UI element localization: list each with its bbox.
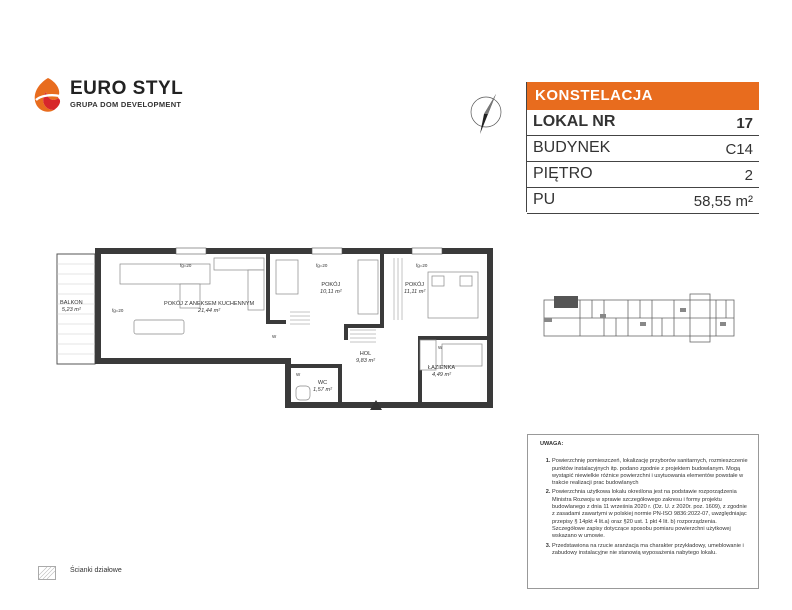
room-area: 11,11 m²	[404, 289, 426, 295]
brand-tagline: GRUPA DOM DEVELOPMENT	[70, 100, 182, 109]
notes-box	[527, 434, 759, 589]
brand-name: EURO STYL	[70, 78, 184, 99]
fg-marker: fg=20	[180, 263, 192, 268]
info-row-area	[527, 188, 759, 214]
notes-list	[540, 458, 750, 557]
room-wc	[313, 380, 332, 394]
room-area: 5,23 m²	[61, 307, 81, 313]
floor-key-plan	[540, 292, 750, 348]
fg-marker: fg=20	[316, 263, 328, 268]
unit-info-panel	[527, 82, 759, 214]
legend-label: Ścianki działowe	[70, 567, 122, 574]
info-label: PIĘTRO	[533, 165, 593, 182]
info-label: PU	[533, 191, 556, 208]
project-name: KONSTELACJA	[527, 82, 759, 110]
w-marker: W	[296, 372, 301, 377]
info-label: BUDYNEK	[533, 139, 611, 156]
unit-highlight	[554, 296, 578, 308]
room-name: POKÓJ Z ANEKSEM KUCHENNYM	[164, 301, 255, 307]
info-value: 2	[744, 167, 753, 184]
room-pokoj-1	[320, 282, 342, 296]
room-area: 1,57 m²	[313, 387, 332, 393]
info-row-building	[527, 136, 759, 162]
w-marker: W	[272, 334, 277, 339]
room-name: WC	[317, 380, 328, 386]
info-value: C14	[725, 141, 753, 158]
room-area: 21,44 m²	[198, 308, 221, 314]
flame-icon	[30, 76, 66, 116]
notes-title: UWAGA:	[540, 441, 564, 447]
fg-marker: fg=20	[112, 308, 124, 313]
note-item: 3. Przedstawiona na rzucie aranżacja ma charakter przykładowy, umeblowanie i zabudowy instalacyjne nie stanowią wyposażenia nabytego lokalu.	[552, 543, 750, 558]
info-value: 17	[736, 115, 753, 132]
fg-marker: fg=20	[416, 263, 428, 268]
room-name: HOL	[359, 351, 372, 357]
room-name: POKÓJ	[321, 282, 341, 288]
info-label: LOKAL NR	[533, 113, 616, 130]
room-name: POKÓJ	[405, 282, 425, 288]
floor-plan	[40, 240, 500, 415]
room-area: 9,83 m²	[356, 358, 375, 364]
note-item: 1. Powierzchnię pomieszczeń, lokalizację przyborów sanitarnych, rozmieszczenie punktów instalacyjnych itp. podano zgodnie z projektem budowlanym. Mogą wystąpić niewielkie różnice powierzchni i usytuowania elementów powstałe w trakcie realizacji prac budowlanych	[552, 458, 750, 487]
info-row-unit	[527, 110, 759, 136]
room-balkon	[60, 300, 83, 314]
room-lazienka	[428, 365, 455, 379]
note-item: 2. Powierzchnia użytkowa lokalu określona jest na podstawie rozporządzenia Ministra Rozwoju w sprawie szczegółowego zakresu i formy projektu budowlanego z dnia 11 września 2020 r. (Dz. U. z 2020r. poz. 1609), z zgodnie z zasadami zawartymi w polskiej normie PN-ISO 9836:2022-07, uwzględniając przepisy § 14pkt 4 lit.a) oraz §20 ust. 1 pkt 4 lit. b) rozporządzenia. Szczegółowe zapisy dotyczące sposobu pomiaru powierzchni użytkowej wskazano w umowie.	[552, 489, 750, 540]
room-area: 10,11 m²	[320, 289, 342, 295]
logo	[30, 76, 190, 116]
partition-wall-swatch	[38, 566, 56, 580]
room-salon	[164, 301, 254, 315]
room-name: BALKON	[60, 300, 83, 306]
info-value: 58,55 m²	[693, 193, 753, 210]
info-row-floor	[527, 162, 759, 188]
compass-icon	[466, 88, 506, 140]
room-pokoj-2	[404, 282, 425, 296]
room-area: 4,49 m²	[432, 372, 451, 378]
w-marker: W	[438, 345, 443, 350]
room-hol	[356, 351, 375, 365]
room-name: ŁAZIENKA	[428, 365, 456, 371]
